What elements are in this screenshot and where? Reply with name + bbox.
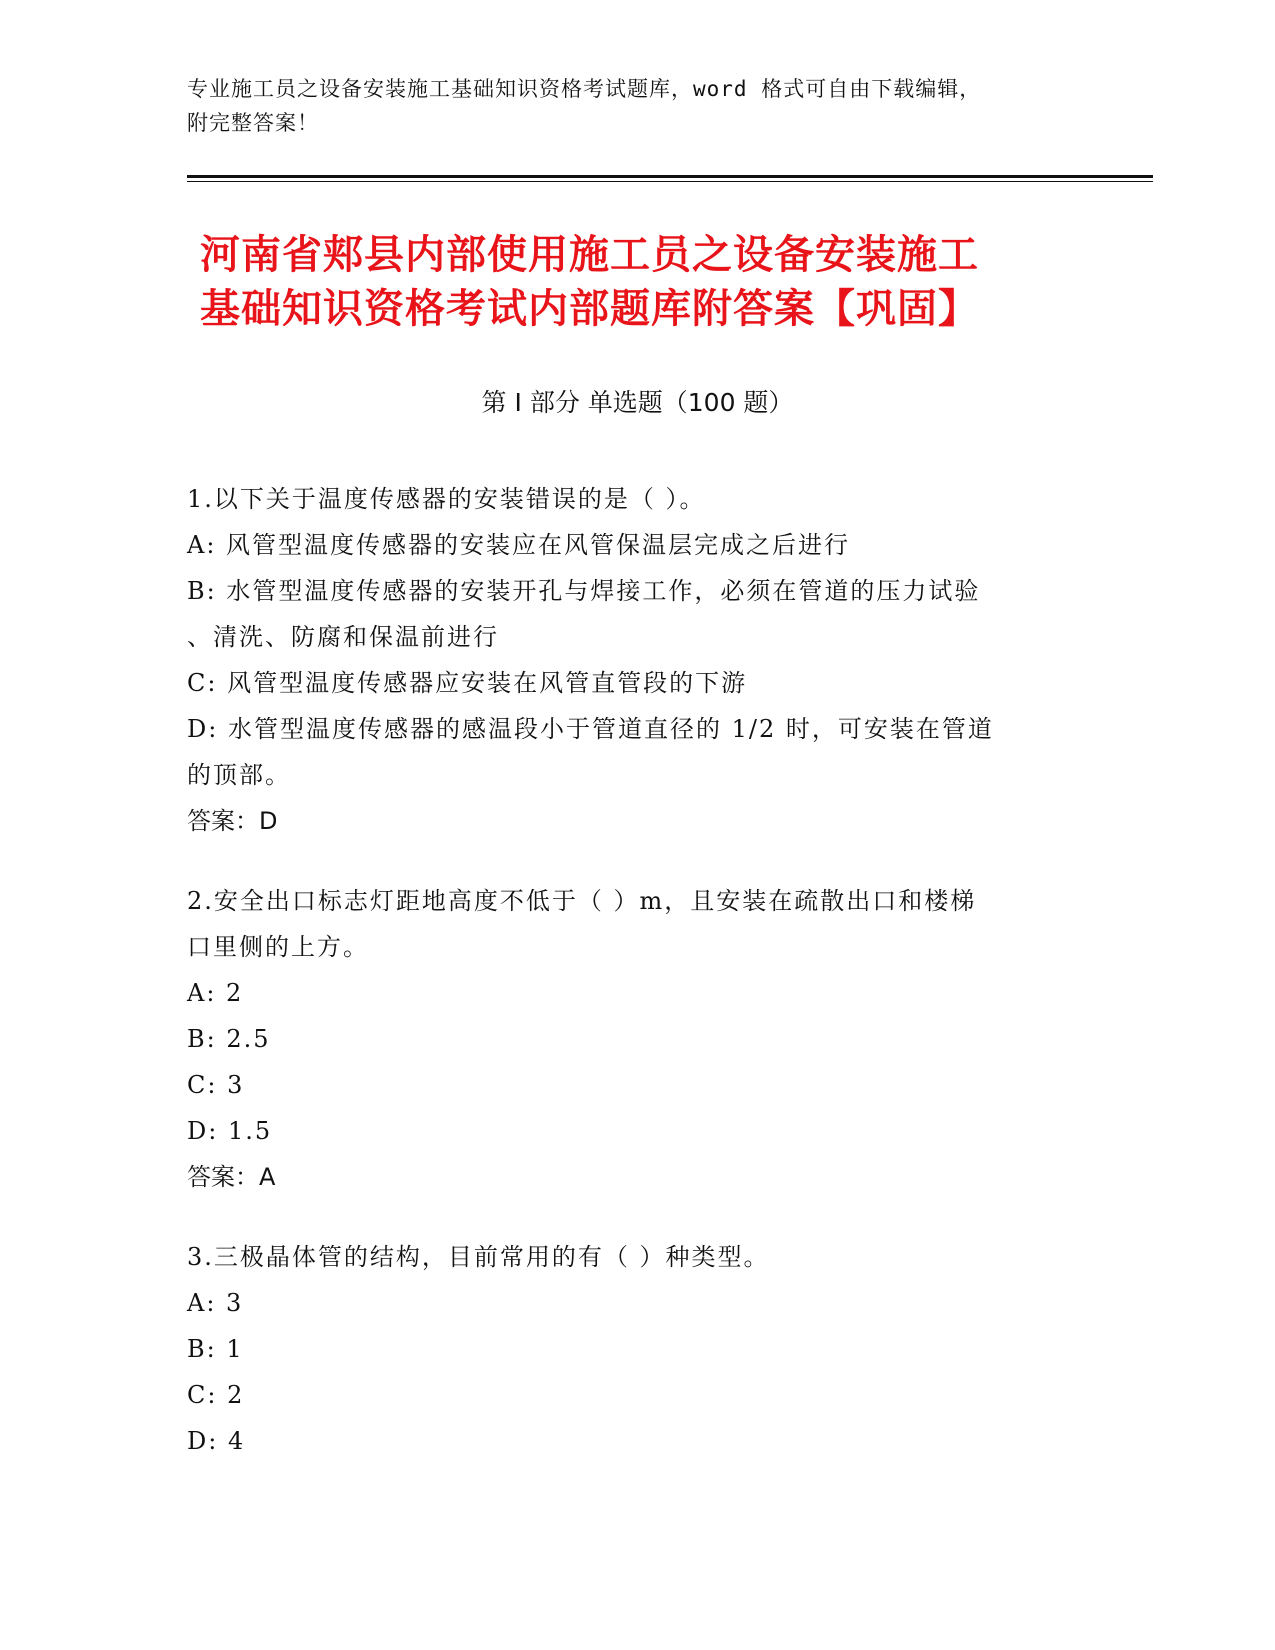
question-stem: 3.三极晶体管的结构，目前常用的有（ ）种类型。 xyxy=(187,1243,770,1271)
header-note-line2: 附完整答案！ xyxy=(187,111,319,135)
answer-text: 答案：D xyxy=(187,807,278,835)
option-b-continued: 、清洗、防腐和保温前进行 xyxy=(187,623,499,651)
option-d: D: 1.5 xyxy=(187,1117,273,1145)
section-heading: 第 I 部分 单选题（100 题） xyxy=(481,388,794,417)
header-note-line1: 专业施工员之设备安装施工基础知识资格考试题库，word 格式可自由下载编辑， xyxy=(187,77,982,101)
header-divider-thick xyxy=(187,175,1153,178)
option-c: C: 风管型温度传感器应安装在风管直管段的下游 xyxy=(187,669,748,697)
document-title-line2: 基础知识资格考试内部题库附答案【巩固】 xyxy=(200,286,979,332)
option-c: C: 3 xyxy=(187,1071,245,1099)
option-b: B: 水管型温度传感器的安装开孔与焊接工作，必须在管道的压力试验 xyxy=(187,577,981,605)
question-stem-continued: 口里侧的上方。 xyxy=(187,933,369,961)
option-c: C: 2 xyxy=(187,1381,245,1409)
question-3 xyxy=(187,1234,1087,1464)
option-b: B: 1 xyxy=(187,1335,244,1363)
header-note xyxy=(187,72,1087,140)
option-a: A: 3 xyxy=(187,1289,244,1317)
option-a: A: 2 xyxy=(187,979,244,1007)
document-title-line1: 河南省郏县内部使用施工员之设备安装施工 xyxy=(200,232,979,278)
header-divider-thin xyxy=(187,181,1153,182)
question-stem: 2.安全出口标志灯距地高度不低于（ ）m，且安装在疏散出口和楼梯 xyxy=(187,887,977,915)
answer-text: 答案：A xyxy=(187,1163,276,1191)
option-b: B: 2.5 xyxy=(187,1025,271,1053)
question-stem: 1.以下关于温度传感器的安装错误的是（ ）。 xyxy=(187,485,706,513)
document-title xyxy=(200,228,1100,336)
question-1 xyxy=(187,476,1087,844)
option-d-continued: 的顶部。 xyxy=(187,761,291,789)
option-d: D: 4 xyxy=(187,1427,246,1455)
option-d: D: 水管型温度传感器的感温段小于管道直径的 1/2 时，可安装在管道 xyxy=(187,715,994,743)
option-a: A: 风管型温度传感器的安装应在风管保温层完成之后进行 xyxy=(187,531,851,559)
question-list xyxy=(187,476,1087,1498)
question-2 xyxy=(187,878,1087,1200)
